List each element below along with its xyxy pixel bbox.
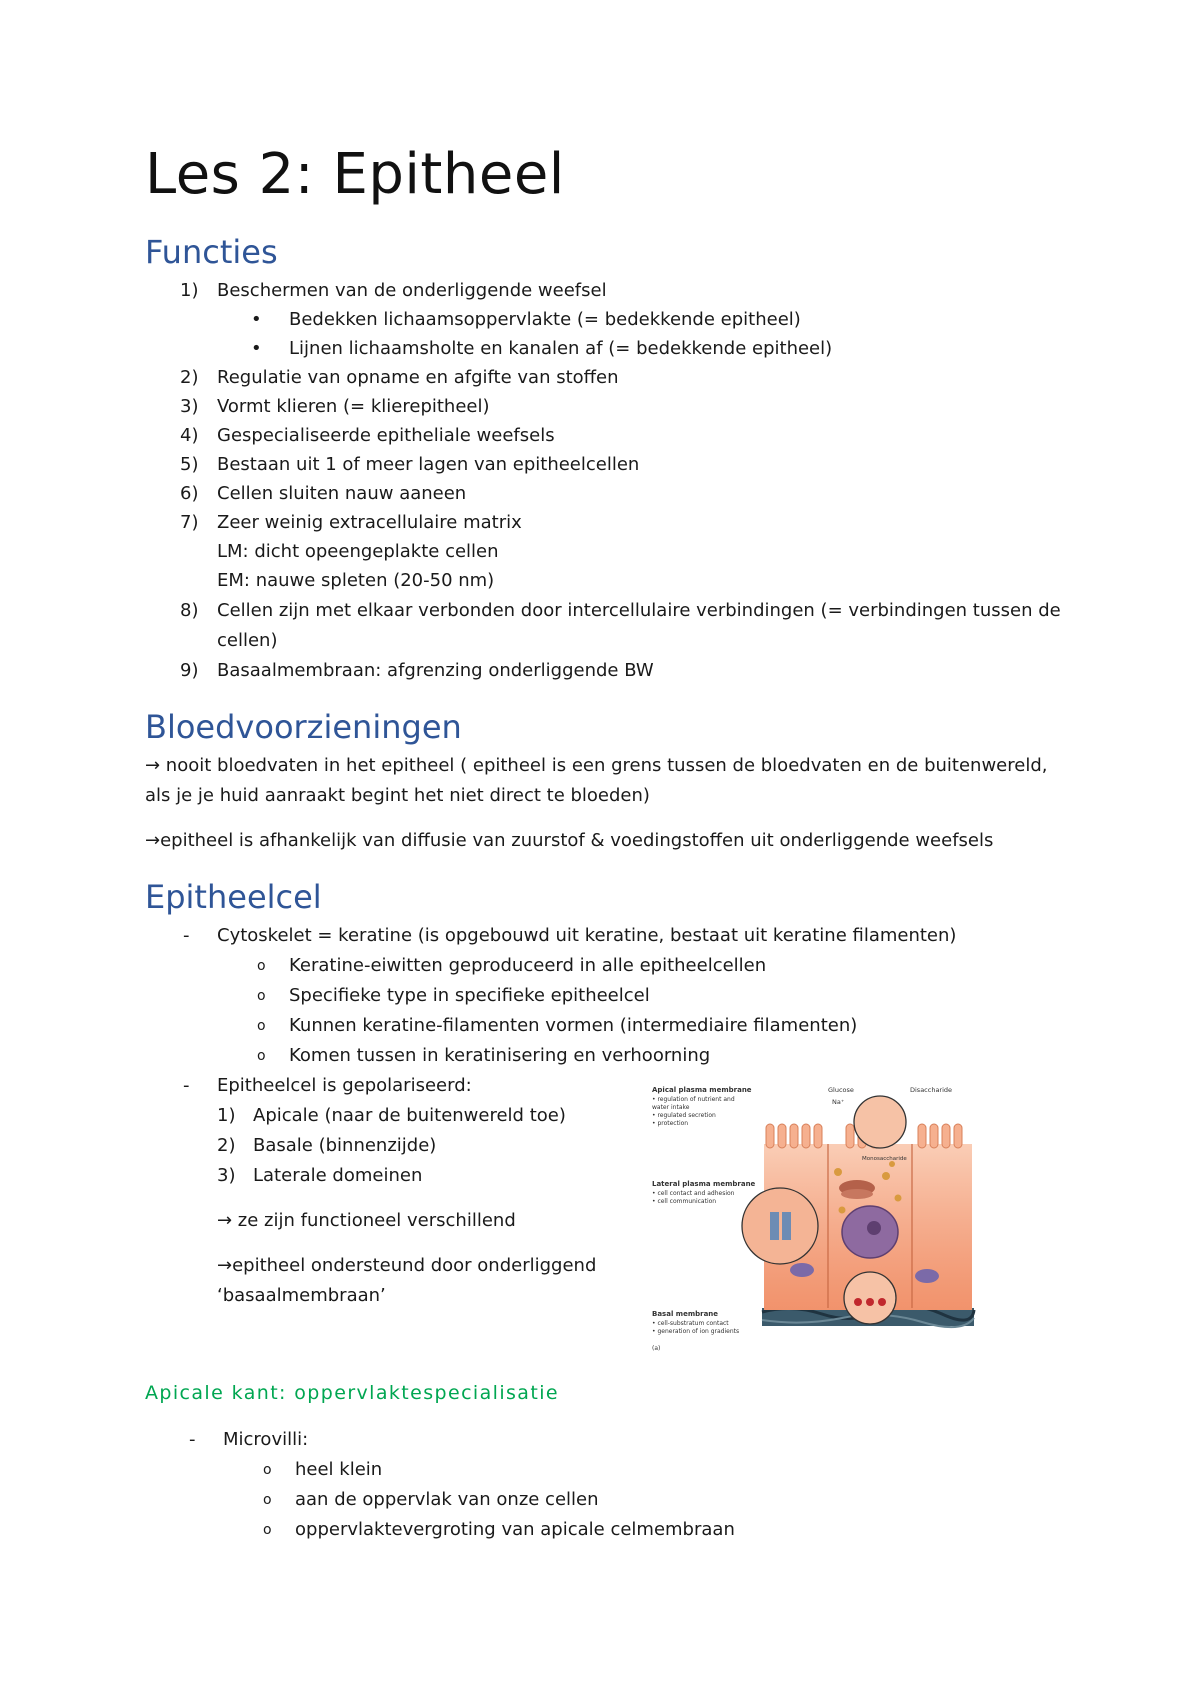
list-item: Laterale domeinen <box>253 1165 423 1186</box>
list-item: Regulatie van opname en afgifte van stoffen <box>217 367 619 388</box>
sub-list-item: Lijnen lichaamsholte en kanalen af (= bedekkende epitheel) <box>289 338 833 359</box>
list-item-continuation: LM: dicht opeengeplakte cellen <box>217 541 499 562</box>
list-item-continuation: cellen) <box>217 630 278 651</box>
magnifier-circle <box>742 1188 818 1264</box>
figure-label: • cell contact and adhesion <box>652 1190 735 1197</box>
list-number: 9) <box>180 660 199 681</box>
figure-label: water intake <box>652 1104 690 1111</box>
sub-list-item: oppervlaktevergroting van apicale celmembraan <box>295 1519 735 1540</box>
list-number: 8) <box>180 600 199 621</box>
list-number: 1) <box>180 280 199 301</box>
list-item: Zeer weinig extracellulaire matrix <box>217 512 522 533</box>
list-item: Gespecialiseerde epitheliale weefsels <box>217 425 555 446</box>
golgi <box>841 1189 873 1199</box>
list-item-continuation: EM: nauwe spleten (20-50 nm) <box>217 570 495 591</box>
dash-icon: - <box>189 1429 196 1450</box>
dash-icon: - <box>183 1075 190 1096</box>
magnifier-circle <box>854 1096 906 1148</box>
figure-label: Lateral plasma membrane <box>652 1180 756 1188</box>
circle-bullet-icon: o <box>257 958 266 974</box>
heading-epitheelcel: Epitheelcel <box>145 878 322 916</box>
figure-label: Apical plasma membrane <box>652 1086 752 1094</box>
paragraph: ‘basaalmembraan’ <box>217 1285 386 1306</box>
heading-apicale-kant: Apicale kant: oppervlaktespecialisatie <box>145 1382 559 1404</box>
dash-icon: - <box>183 925 190 946</box>
paragraph: → ze zijn functioneel verschillend <box>217 1210 516 1231</box>
figure-label: Basal membrane <box>652 1310 719 1318</box>
figure-label: • cell-substratum contact <box>652 1320 729 1327</box>
figure-label: Monosaccharide <box>862 1156 907 1162</box>
list-item: Bestaan uit 1 of meer lagen van epitheelcellen <box>217 454 640 475</box>
sub-list-item: Komen tussen in keratinisering en verhoorning <box>289 1045 711 1066</box>
circle-bullet-icon: o <box>263 1462 272 1478</box>
list-number: 2) <box>217 1135 236 1156</box>
list-number: 2) <box>180 367 199 388</box>
paragraph: → nooit bloedvaten in het epitheel ( epitheel is een grens tussen de bloedvaten en de buitenwereld, <box>145 755 1048 776</box>
circle-bullet-icon: o <box>257 988 266 1004</box>
nucleolus <box>867 1221 881 1235</box>
mitochondrion <box>915 1269 939 1283</box>
list-number: 7) <box>180 512 199 533</box>
figure-label: • regulated secretion <box>652 1112 716 1119</box>
list-number: 5) <box>180 454 199 475</box>
list-number: 3) <box>217 1165 236 1186</box>
list-item: Apicale (naar de buitenwereld toe) <box>253 1105 566 1126</box>
list-item: Epitheelcel is gepolariseerd: <box>217 1075 472 1096</box>
ion-pumps <box>854 1298 886 1306</box>
mitochondrion <box>790 1263 814 1277</box>
paragraph: →epitheel is afhankelijk van diffusie van zuurstof & voedingstoffen uit onderliggende weefsels <box>145 830 994 851</box>
paragraph: als je je huid aanraakt begint het niet direct te bloeden) <box>145 785 650 806</box>
list-item: Vormt klieren (= klierepitheel) <box>217 396 490 417</box>
sub-list-item: Kunnen keratine-filamenten vormen (intermediaire filamenten) <box>289 1015 858 1036</box>
list-item: Cellen sluiten nauw aaneen <box>217 483 467 504</box>
sub-list-item: aan de oppervlak van onze cellen <box>295 1489 599 1510</box>
figure-label: • cell communication <box>652 1198 717 1205</box>
circle-bullet-icon: o <box>257 1048 266 1064</box>
bullet-icon: • <box>251 309 262 330</box>
sub-list-item: heel klein <box>295 1459 383 1480</box>
list-item: Basaalmembraan: afgrenzing onderliggende BW <box>217 660 654 681</box>
epithelial-cell-figure <box>652 1080 982 1352</box>
heading-bloedvoorzieningen: Bloedvoorzieningen <box>145 708 462 746</box>
figure-label: • generation of ion gradients <box>652 1328 740 1335</box>
list-item: Beschermen van de onderliggende weefsel <box>217 280 607 301</box>
figure-label: Na⁺ <box>832 1098 845 1106</box>
circle-bullet-icon: o <box>263 1522 272 1538</box>
circle-bullet-icon: o <box>263 1492 272 1508</box>
heading-functies: Functies <box>145 233 278 271</box>
sub-list-item: Bedekken lichaamsoppervlakte (= bedekkende epitheel) <box>289 309 801 330</box>
circle-bullet-icon: o <box>257 1018 266 1034</box>
list-item: Microvilli: <box>223 1429 309 1450</box>
list-item: Cellen zijn met elkaar verbonden door intercellulaire verbindingen (= verbindingen tussen de <box>217 600 1061 621</box>
bullet-icon: • <box>251 338 262 359</box>
paragraph: →epitheel ondersteund door onderliggend <box>217 1255 597 1276</box>
junction-protein <box>782 1212 791 1240</box>
figure-label: Disaccharide <box>910 1086 953 1094</box>
page-title: Les 2: Epitheel <box>145 142 565 207</box>
list-number: 3) <box>180 396 199 417</box>
list-number: 4) <box>180 425 199 446</box>
junction-protein <box>770 1212 779 1240</box>
figure-label: Glucose <box>828 1086 854 1094</box>
figure-label: • regulation of nutrient and <box>652 1096 735 1103</box>
list-number: 1) <box>217 1105 236 1126</box>
sub-list-item: Specifieke type in specifieke epitheelcel <box>289 985 650 1006</box>
figure-label: (a) <box>652 1345 661 1352</box>
figure-label: • protection <box>652 1120 689 1127</box>
list-item: Cytoskelet = keratine (is opgebouwd uit keratine, bestaat uit keratine filamenten) <box>217 925 957 946</box>
sub-list-item: Keratine-eiwitten geproduceerd in alle epitheelcellen <box>289 955 767 976</box>
list-number: 6) <box>180 483 199 504</box>
list-item: Basale (binnenzijde) <box>253 1135 437 1156</box>
